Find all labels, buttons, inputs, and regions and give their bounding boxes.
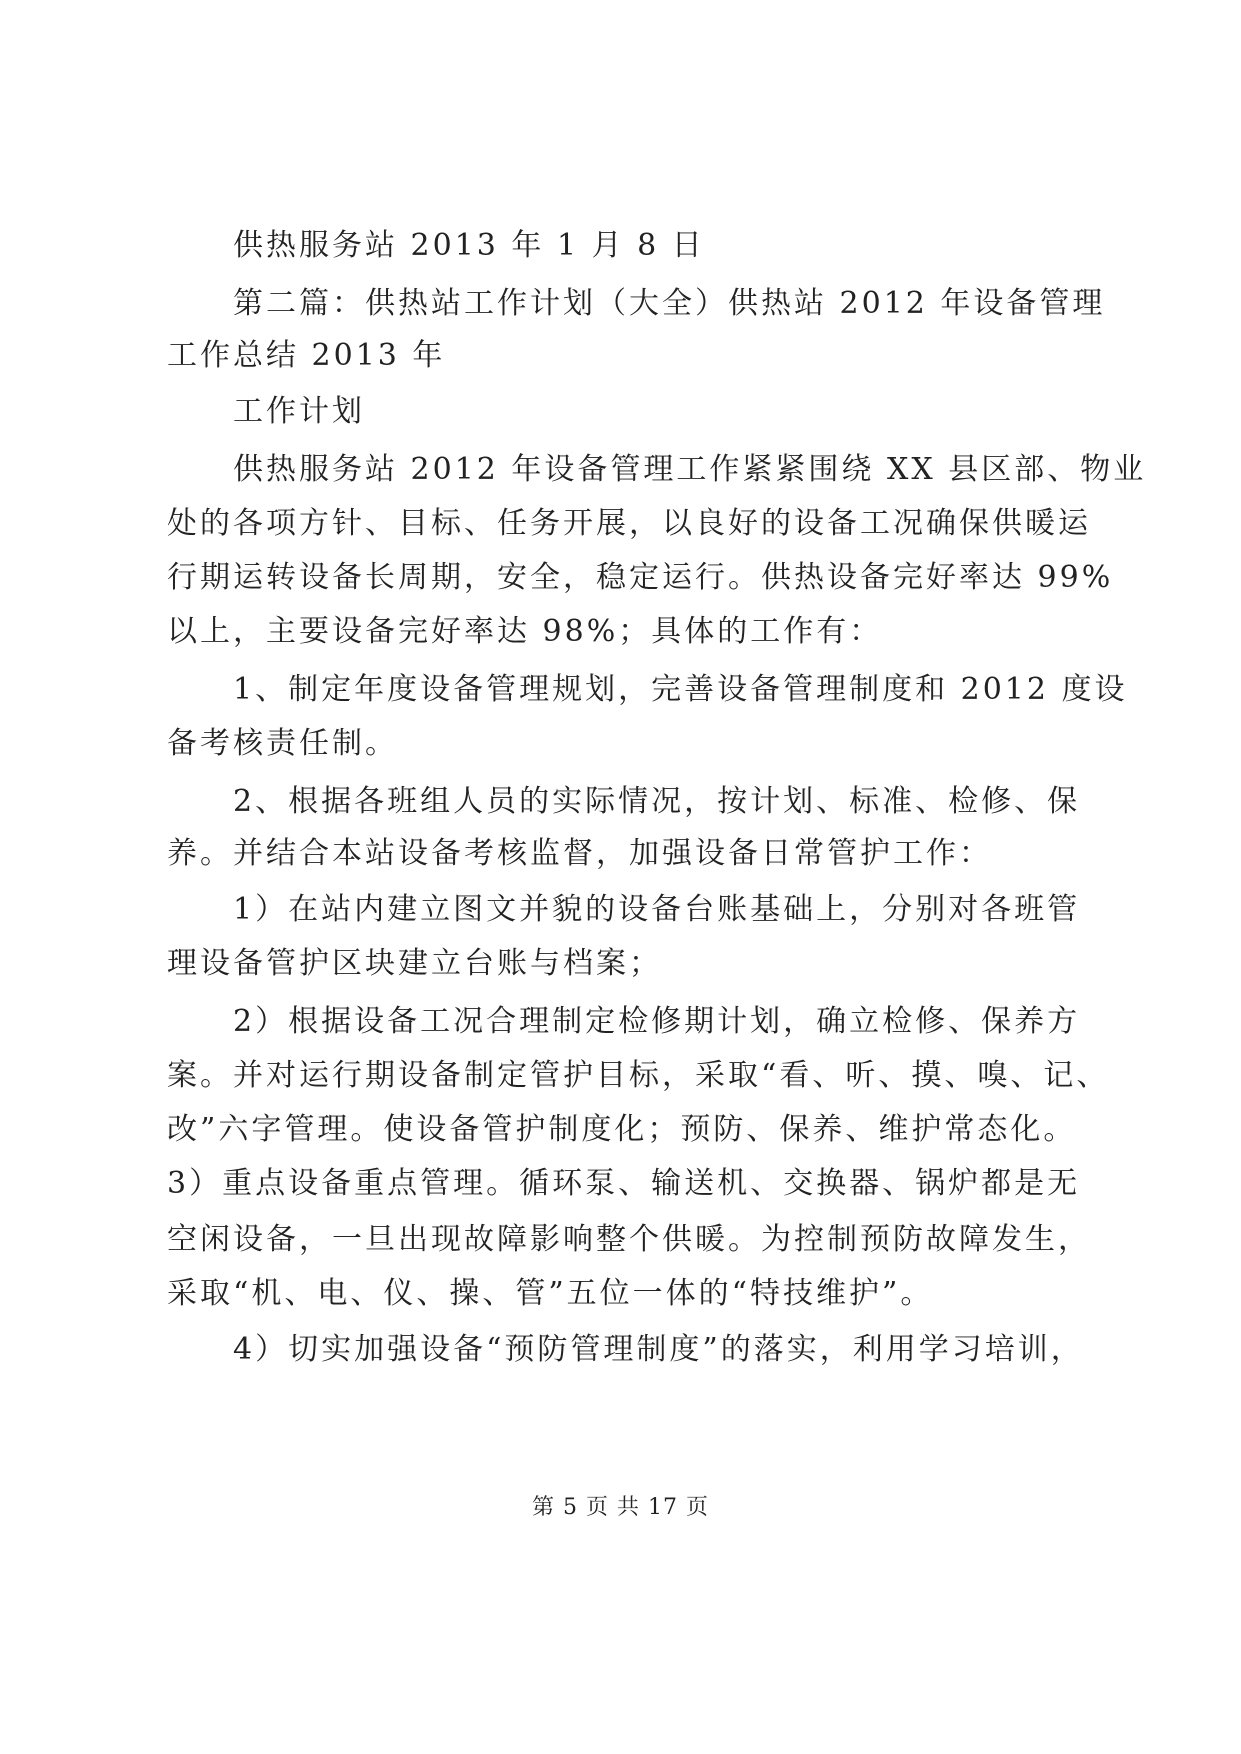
text-line: 供热服务站 2013 年 1 月 8 日 <box>233 228 705 263</box>
text-line: 理设备管护区块建立台账与档案； <box>167 946 662 981</box>
text-line: 采取“机、电、仪、操、管”五位一体的“特技维护”。 <box>167 1276 934 1311</box>
text-line: 第二篇：供热站工作计划（大全）供热站 2012 年设备管理 <box>233 286 1106 321</box>
text-line: 以上，主要设备完好率达 98%；具体的工作有： <box>167 614 883 649</box>
text-line: 工作总结 2013 年 <box>167 338 446 373</box>
text-line: 工作计划 <box>233 394 365 429</box>
text-line: 1、制定年度设备管理规划，完善设备管理制度和 2012 度设 <box>233 672 1128 707</box>
text-line: 2、根据各班组人员的实际情况，按计划、标准、检修、保 <box>233 784 1081 819</box>
text-line: 4）切实加强设备“预防管理制度”的落实，利用学习培训， <box>233 1332 1084 1367</box>
text-line: 案。并对运行期设备制定管护目标，采取“看、听、摸、嗅、记、 <box>167 1058 1110 1093</box>
page-number-footer: 第 5 页 共 17 页 <box>532 1495 709 1520</box>
text-line: 备考核责任制。 <box>167 726 398 761</box>
text-line: 1）在站内建立图文并貌的设备台账基础上，分别对各班管 <box>233 892 1081 927</box>
text-line: 改”六字管理。使设备管护制度化；预防、保养、维护常态化。 <box>167 1112 1077 1147</box>
text-line: 空闲设备，一旦出现故障影响整个供暖。为控制预防故障发生， <box>167 1222 1091 1257</box>
text-line: 养。并结合本站设备考核监督，加强设备日常管护工作： <box>167 836 992 871</box>
text-line: 2）根据设备工况合理制定检修期计划，确立检修、保养方 <box>233 1004 1081 1039</box>
text-line: 供热服务站 2012 年设备管理工作紧紧围绕 XX 县区部、物业 <box>233 452 1147 487</box>
text-line: 处的各项方针、目标、任务开展，以良好的设备工况确保供暖运 <box>167 506 1091 541</box>
text-line: 行期运转设备长周期，安全，稳定运行。供热设备完好率达 99% <box>167 560 1114 595</box>
text-line: 3）重点设备重点管理。循环泵、输送机、交换器、锅炉都是无 <box>167 1166 1081 1201</box>
